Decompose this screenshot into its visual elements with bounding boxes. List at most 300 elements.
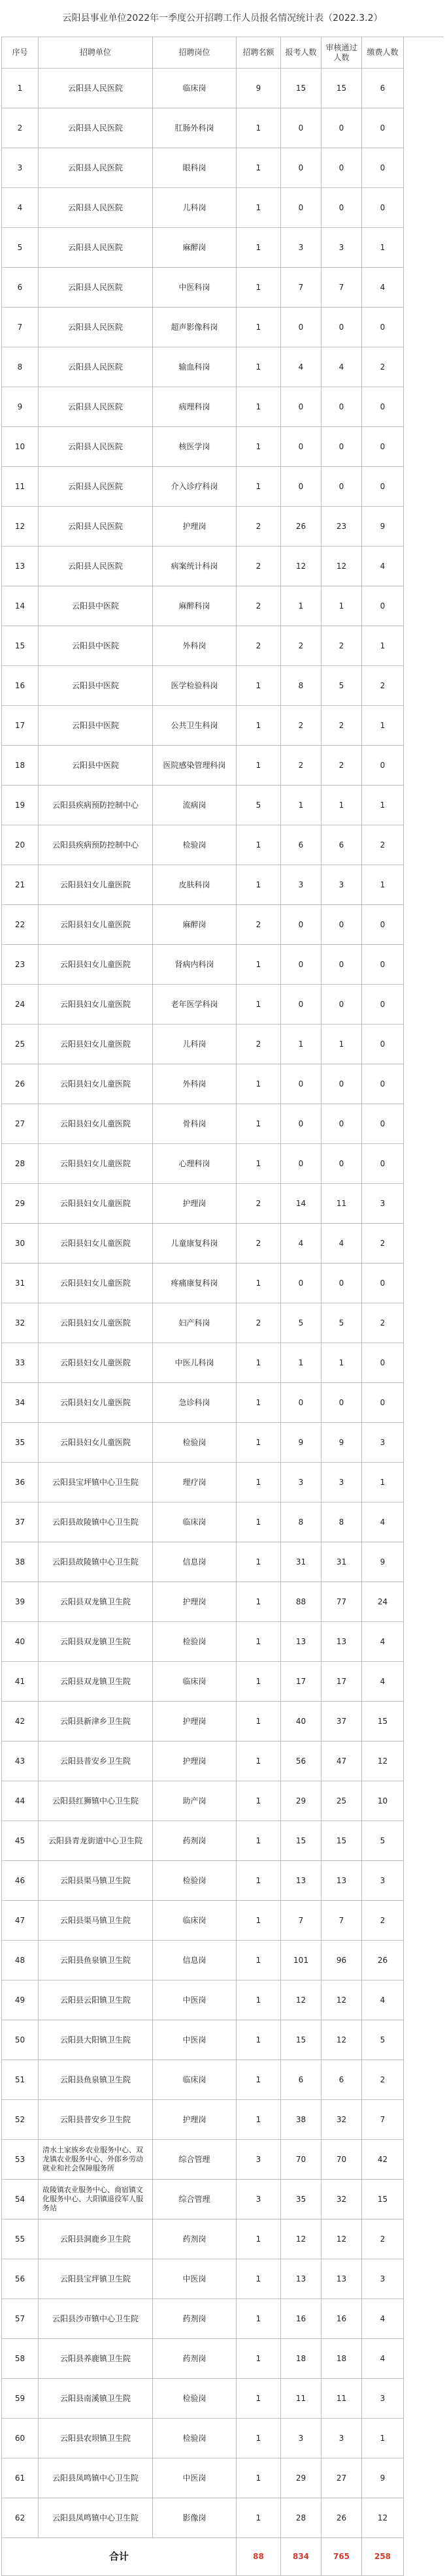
cell-approved: 3 bbox=[321, 1463, 362, 1503]
cell-unit: 云阳县人民医院 bbox=[39, 387, 153, 427]
cell-unit: 云阳县沙市镇中心卫生院 bbox=[39, 2299, 153, 2339]
cell-quota: 1 bbox=[237, 1861, 281, 1901]
cell-quota: 1 bbox=[237, 825, 281, 865]
table-row bbox=[2, 865, 444, 905]
cell-unit: 云阳县人民医院 bbox=[39, 108, 153, 148]
cell-approved: 2 bbox=[321, 626, 362, 666]
cell-unit: 云阳县中医院 bbox=[39, 666, 153, 706]
table-row bbox=[2, 1503, 444, 1542]
cell-applicants: 15 bbox=[281, 1821, 321, 1861]
cell-no: 31 bbox=[2, 1264, 39, 1303]
cell-unit: 云阳县疾病预防控制中心 bbox=[39, 825, 153, 865]
cell-applicants: 0 bbox=[281, 188, 321, 228]
cell-quota: 5 bbox=[237, 786, 281, 825]
cell-approved: 12 bbox=[321, 547, 362, 586]
cell-approved: 9 bbox=[321, 1423, 362, 1463]
cell-applicants: 0 bbox=[281, 1144, 321, 1184]
cell-paid: 2 bbox=[362, 347, 404, 387]
cell-quota: 1 bbox=[237, 308, 281, 347]
cell-no: 40 bbox=[2, 1622, 39, 1662]
cell-quota: 1 bbox=[237, 706, 281, 746]
cell-paid: 0 bbox=[362, 188, 404, 228]
header-cell-post: 招聘岗位 bbox=[153, 37, 237, 69]
cell-post: 药剂岗 bbox=[153, 1821, 237, 1861]
table-row bbox=[2, 2498, 444, 2538]
cell-quota: 2 bbox=[237, 1224, 281, 1264]
cell-post: 临床岗 bbox=[153, 1503, 237, 1542]
cell-no: 16 bbox=[2, 666, 39, 706]
cell-approved: 26 bbox=[321, 2498, 362, 2538]
cell-quota: 1 bbox=[237, 1980, 281, 2020]
cell-post: 临床岗 bbox=[153, 69, 237, 108]
cell-unit: 云阳县中医院 bbox=[39, 626, 153, 666]
cell-quota: 1 bbox=[237, 1622, 281, 1662]
cell-approved: 0 bbox=[321, 308, 362, 347]
cell-quota: 1 bbox=[237, 1941, 281, 1980]
cell-paid: 2 bbox=[362, 2219, 404, 2259]
table-header-row bbox=[2, 37, 444, 69]
cell-paid: 0 bbox=[362, 1025, 404, 1064]
cell-approved: 2 bbox=[321, 746, 362, 786]
cell-no: 21 bbox=[2, 865, 39, 905]
cell-paid: 4 bbox=[362, 1503, 404, 1542]
cell-no: 3 bbox=[2, 148, 39, 188]
cell-unit: 云阳县人民医院 bbox=[39, 427, 153, 467]
cell-paid: 0 bbox=[362, 387, 404, 427]
cell-applicants: 1 bbox=[281, 1343, 321, 1383]
cell-post: 外科岗 bbox=[153, 626, 237, 666]
cell-post: 临床岗 bbox=[153, 1901, 237, 1941]
cell-post: 中医岗 bbox=[153, 2458, 237, 2498]
cell-quota: 1 bbox=[237, 2458, 281, 2498]
cell-approved: 11 bbox=[321, 1184, 362, 1224]
cell-applicants: 0 bbox=[281, 1064, 321, 1104]
cell-paid: 4 bbox=[362, 2339, 404, 2379]
cell-approved: 0 bbox=[321, 945, 362, 985]
cell-approved: 3 bbox=[321, 2419, 362, 2458]
cell-paid: 4 bbox=[362, 1980, 404, 2020]
cell-paid: 7 bbox=[362, 2100, 404, 2140]
cell-unit: 云阳县妇女儿童医院 bbox=[39, 1104, 153, 1144]
cell-quota: 1 bbox=[237, 1662, 281, 1702]
cell-post: 中医儿科岗 bbox=[153, 1343, 237, 1383]
cell-applicants: 35 bbox=[281, 2180, 321, 2219]
table-row bbox=[2, 507, 444, 547]
cell-approved: 8 bbox=[321, 1503, 362, 1542]
table-row bbox=[2, 1622, 444, 1662]
cell-approved: 3 bbox=[321, 865, 362, 905]
cell-quota: 3 bbox=[237, 2140, 281, 2180]
cell-paid: 0 bbox=[362, 586, 404, 626]
cell-approved: 37 bbox=[321, 1702, 362, 1741]
cell-no: 26 bbox=[2, 1064, 39, 1104]
table-row bbox=[2, 1064, 444, 1104]
cell-paid: 24 bbox=[362, 1582, 404, 1622]
cell-paid: 3 bbox=[362, 1423, 404, 1463]
cell-quota: 2 bbox=[237, 626, 281, 666]
cell-post: 临床岗 bbox=[153, 2060, 237, 2100]
cell-paid: 0 bbox=[362, 1144, 404, 1184]
cell-paid: 1 bbox=[362, 2419, 404, 2458]
cell-applicants: 8 bbox=[281, 666, 321, 706]
cell-no: 23 bbox=[2, 945, 39, 985]
table-row bbox=[2, 1144, 444, 1184]
cell-post: 麻醉岗 bbox=[153, 228, 237, 268]
cell-approved: 1 bbox=[321, 586, 362, 626]
cell-quota: 1 bbox=[237, 268, 281, 308]
cell-post: 护理岗 bbox=[153, 507, 237, 547]
table-row bbox=[2, 2299, 444, 2339]
cell-quota: 2 bbox=[237, 1025, 281, 1064]
cell-no: 37 bbox=[2, 1503, 39, 1542]
cell-paid: 2 bbox=[362, 1224, 404, 1264]
cell-applicants: 0 bbox=[281, 1264, 321, 1303]
cell-applicants: 13 bbox=[281, 1861, 321, 1901]
cell-approved: 1 bbox=[321, 1025, 362, 1064]
table-row bbox=[2, 1184, 444, 1224]
cell-no: 50 bbox=[2, 2020, 39, 2060]
cell-unit: 云阳县普安乡卫生院 bbox=[39, 1741, 153, 1781]
cell-unit: 云阳县渠马镇卫生院 bbox=[39, 1861, 153, 1901]
cell-approved: 7 bbox=[321, 268, 362, 308]
cell-no: 22 bbox=[2, 905, 39, 945]
cell-approved: 5 bbox=[321, 1303, 362, 1343]
cell-paid: 1 bbox=[362, 786, 404, 825]
table-row bbox=[2, 188, 444, 228]
cell-post: 麻醉岗 bbox=[153, 905, 237, 945]
cell-post: 流病岗 bbox=[153, 786, 237, 825]
table-row bbox=[2, 2379, 444, 2419]
cell-post: 护理岗 bbox=[153, 1582, 237, 1622]
total-row bbox=[2, 2538, 444, 2576]
cell-applicants: 70 bbox=[281, 2140, 321, 2180]
cell-no: 39 bbox=[2, 1582, 39, 1622]
cell-quota: 1 bbox=[237, 387, 281, 427]
cell-post: 临床岗 bbox=[153, 1662, 237, 1702]
cell-unit: 云阳县凤鸣镇中心卫生院 bbox=[39, 2498, 153, 2538]
cell-approved: 0 bbox=[321, 1264, 362, 1303]
cell-post: 病案统计科岗 bbox=[153, 547, 237, 586]
cell-applicants: 13 bbox=[281, 2259, 321, 2299]
table-row bbox=[2, 1463, 444, 1503]
cell-unit: 云阳县双龙镇卫生院 bbox=[39, 1622, 153, 1662]
cell-post: 护理岗 bbox=[153, 1741, 237, 1781]
cell-no: 32 bbox=[2, 1303, 39, 1343]
cell-no: 27 bbox=[2, 1104, 39, 1144]
cell-post: 检验岗 bbox=[153, 1423, 237, 1463]
cell-approved: 15 bbox=[321, 69, 362, 108]
cell-paid: 9 bbox=[362, 1542, 404, 1582]
cell-approved: 3 bbox=[321, 228, 362, 268]
cell-no: 14 bbox=[2, 586, 39, 626]
cell-paid: 3 bbox=[362, 1861, 404, 1901]
cell-unit: 云阳县妇女儿童医院 bbox=[39, 1144, 153, 1184]
table-row bbox=[2, 1025, 444, 1064]
cell-unit: 云阳县故陵镇中心卫生院 bbox=[39, 1542, 153, 1582]
table-row bbox=[2, 2180, 444, 2219]
cell-unit: 云阳县红狮镇中心卫生院 bbox=[39, 1781, 153, 1821]
cell-unit: 云阳县妇女儿童医院 bbox=[39, 985, 153, 1025]
cell-applicants: 4 bbox=[281, 347, 321, 387]
cell-post: 心理科岗 bbox=[153, 1144, 237, 1184]
table-row bbox=[2, 945, 444, 985]
cell-unit: 云阳县洞鹿乡卫生院 bbox=[39, 2219, 153, 2259]
cell-no: 33 bbox=[2, 1343, 39, 1383]
cell-quota: 1 bbox=[237, 746, 281, 786]
cell-paid: 0 bbox=[362, 308, 404, 347]
cell-unit: 云阳县妇女儿童医院 bbox=[39, 1423, 153, 1463]
cell-post: 中医岗 bbox=[153, 1980, 237, 2020]
cell-paid: 2 bbox=[362, 1901, 404, 1941]
cell-approved: 77 bbox=[321, 1582, 362, 1622]
cell-quota: 1 bbox=[237, 1503, 281, 1542]
cell-applicants: 17 bbox=[281, 1662, 321, 1702]
cell-approved: 0 bbox=[321, 148, 362, 188]
cell-unit: 云阳县故陵镇中心卫生院 bbox=[39, 1503, 153, 1542]
cell-post: 皮肤科岗 bbox=[153, 865, 237, 905]
cell-applicants: 0 bbox=[281, 108, 321, 148]
cell-applicants: 0 bbox=[281, 308, 321, 347]
cell-paid: 0 bbox=[362, 1343, 404, 1383]
cell-approved: 12 bbox=[321, 2219, 362, 2259]
cell-paid: 1 bbox=[362, 706, 404, 746]
cell-no: 55 bbox=[2, 2219, 39, 2259]
cell-unit: 云阳县人民医院 bbox=[39, 467, 153, 507]
cell-paid: 2 bbox=[362, 1303, 404, 1343]
cell-unit: 云阳县中医院 bbox=[39, 586, 153, 626]
cell-post: 综合管理 bbox=[153, 2140, 237, 2180]
cell-unit: 云阳县人民医院 bbox=[39, 347, 153, 387]
cell-applicants: 6 bbox=[281, 825, 321, 865]
cell-unit: 云阳县青龙街道中心卫生院 bbox=[39, 1821, 153, 1861]
cell-approved: 15 bbox=[321, 1821, 362, 1861]
cell-post: 中医科岗 bbox=[153, 268, 237, 308]
cell-no: 49 bbox=[2, 1980, 39, 2020]
cell-no: 11 bbox=[2, 467, 39, 507]
table-row bbox=[2, 1343, 444, 1383]
cell-applicants: 14 bbox=[281, 1184, 321, 1224]
cell-approved: 1 bbox=[321, 786, 362, 825]
cell-post: 检验岗 bbox=[153, 2379, 237, 2419]
cell-applicants: 31 bbox=[281, 1542, 321, 1582]
cell-post: 药剂岗 bbox=[153, 2339, 237, 2379]
table-row bbox=[2, 586, 444, 626]
cell-approved: 0 bbox=[321, 1064, 362, 1104]
cell-post: 超声影像科岗 bbox=[153, 308, 237, 347]
cell-unit: 云阳县妇女儿童医院 bbox=[39, 865, 153, 905]
cell-post: 肾病内科岗 bbox=[153, 945, 237, 985]
cell-unit: 云阳县凤鸣镇中心卫生院 bbox=[39, 2458, 153, 2498]
cell-no: 38 bbox=[2, 1542, 39, 1582]
table-row bbox=[2, 108, 444, 148]
cell-no: 28 bbox=[2, 1144, 39, 1184]
cell-quota: 2 bbox=[237, 547, 281, 586]
cell-unit: 云阳县人民医院 bbox=[39, 547, 153, 586]
header-cell-approved: 审核通过人数 bbox=[321, 37, 362, 69]
cell-applicants: 15 bbox=[281, 2020, 321, 2060]
cell-approved: 27 bbox=[321, 2458, 362, 2498]
cell-paid: 0 bbox=[362, 148, 404, 188]
cell-unit: 云阳县人民医院 bbox=[39, 308, 153, 347]
cell-approved: 31 bbox=[321, 1542, 362, 1582]
cell-quota: 1 bbox=[237, 1741, 281, 1781]
cell-approved: 0 bbox=[321, 387, 362, 427]
cell-applicants: 29 bbox=[281, 1781, 321, 1821]
cell-quota: 1 bbox=[237, 1781, 281, 1821]
cell-paid: 4 bbox=[362, 268, 404, 308]
cell-unit: 云阳县人民医院 bbox=[39, 69, 153, 108]
cell-unit: 云阳县云阳镇卫生院 bbox=[39, 1980, 153, 2020]
cell-no: 8 bbox=[2, 347, 39, 387]
cell-paid: 12 bbox=[362, 1741, 404, 1781]
cell-applicants: 0 bbox=[281, 387, 321, 427]
cell-post: 医学检验科岗 bbox=[153, 666, 237, 706]
cell-post: 骨科岗 bbox=[153, 1104, 237, 1144]
cell-no: 45 bbox=[2, 1821, 39, 1861]
cell-approved: 32 bbox=[321, 2100, 362, 2140]
cell-applicants: 1 bbox=[281, 1025, 321, 1064]
cell-no: 44 bbox=[2, 1781, 39, 1821]
cell-unit: 云阳县妇女儿童医院 bbox=[39, 1343, 153, 1383]
cell-quota: 1 bbox=[237, 1064, 281, 1104]
table-row bbox=[2, 1901, 444, 1941]
cell-no: 6 bbox=[2, 268, 39, 308]
cell-unit: 云阳县鱼泉镇卫生院 bbox=[39, 2060, 153, 2100]
table-row bbox=[2, 706, 444, 746]
cell-quota: 1 bbox=[237, 1702, 281, 1741]
table-row bbox=[2, 1980, 444, 2020]
table-row bbox=[2, 1781, 444, 1821]
table-row bbox=[2, 1383, 444, 1423]
cell-unit: 云阳县妇女儿童医院 bbox=[39, 1025, 153, 1064]
table-row bbox=[2, 2259, 444, 2299]
cell-no: 47 bbox=[2, 1901, 39, 1941]
cell-no: 5 bbox=[2, 228, 39, 268]
cell-quota: 1 bbox=[237, 108, 281, 148]
cell-approved: 47 bbox=[321, 1741, 362, 1781]
header-cell-quota: 招聘名额 bbox=[237, 37, 281, 69]
cell-no: 9 bbox=[2, 387, 39, 427]
cell-applicants: 0 bbox=[281, 1104, 321, 1144]
cell-quota: 1 bbox=[237, 2379, 281, 2419]
total-applicants: 834 bbox=[281, 2538, 321, 2576]
table-row bbox=[2, 2060, 444, 2100]
cell-applicants: 88 bbox=[281, 1582, 321, 1622]
table-row bbox=[2, 626, 444, 666]
table-row bbox=[2, 427, 444, 467]
cell-no: 13 bbox=[2, 547, 39, 586]
cell-applicants: 1 bbox=[281, 786, 321, 825]
cell-unit: 清水土家族乡农业服务中心、双龙镇农业服务中心、外郎乡劳动就业和社会保障服务所 bbox=[39, 2140, 153, 2180]
table-row bbox=[2, 786, 444, 825]
cell-applicants: 28 bbox=[281, 2498, 321, 2538]
table-row bbox=[2, 825, 444, 865]
cell-quota: 1 bbox=[237, 2419, 281, 2458]
cell-post: 理疗岗 bbox=[153, 1463, 237, 1503]
cell-no: 59 bbox=[2, 2379, 39, 2419]
cell-unit: 云阳县妇女儿童医院 bbox=[39, 945, 153, 985]
cell-paid: 0 bbox=[362, 945, 404, 985]
cell-no: 2 bbox=[2, 108, 39, 148]
cell-no: 58 bbox=[2, 2339, 39, 2379]
cell-paid: 0 bbox=[362, 467, 404, 507]
cell-post: 综合管理 bbox=[153, 2180, 237, 2219]
cell-applicants: 2 bbox=[281, 746, 321, 786]
cell-unit: 云阳县中医院 bbox=[39, 746, 153, 786]
cell-quota: 1 bbox=[237, 666, 281, 706]
header-cell-applicants: 报考人数 bbox=[281, 37, 321, 69]
cell-paid: 0 bbox=[362, 985, 404, 1025]
cell-applicants: 0 bbox=[281, 905, 321, 945]
cell-quota: 2 bbox=[237, 905, 281, 945]
cell-applicants: 40 bbox=[281, 1702, 321, 1741]
cell-paid: 1 bbox=[362, 228, 404, 268]
cell-unit: 云阳县宝坪镇卫生院 bbox=[39, 2259, 153, 2299]
cell-applicants: 3 bbox=[281, 1463, 321, 1503]
header-cell-no: 序号 bbox=[2, 37, 39, 69]
cell-unit: 云阳县普安乡卫生院 bbox=[39, 2100, 153, 2140]
cell-paid: 5 bbox=[362, 2020, 404, 2060]
cell-applicants: 38 bbox=[281, 2100, 321, 2140]
cell-approved: 12 bbox=[321, 2020, 362, 2060]
cell-post: 外科岗 bbox=[153, 1064, 237, 1104]
cell-paid: 0 bbox=[362, 427, 404, 467]
cell-unit: 云阳县人民医院 bbox=[39, 188, 153, 228]
cell-post: 药剂岗 bbox=[153, 2299, 237, 2339]
cell-applicants: 0 bbox=[281, 985, 321, 1025]
cell-approved: 70 bbox=[321, 2140, 362, 2180]
table-row bbox=[2, 228, 444, 268]
cell-quota: 1 bbox=[237, 347, 281, 387]
table-row bbox=[2, 347, 444, 387]
cell-no: 4 bbox=[2, 188, 39, 228]
cell-no: 19 bbox=[2, 786, 39, 825]
cell-no: 61 bbox=[2, 2458, 39, 2498]
table-row bbox=[2, 2100, 444, 2140]
cell-quota: 1 bbox=[237, 2219, 281, 2259]
cell-paid: 4 bbox=[362, 547, 404, 586]
cell-applicants: 8 bbox=[281, 1503, 321, 1542]
cell-quota: 1 bbox=[237, 2020, 281, 2060]
cell-no: 60 bbox=[2, 2419, 39, 2458]
cell-unit: 云阳县双龙镇卫生院 bbox=[39, 1662, 153, 1702]
cell-approved: 1 bbox=[321, 1343, 362, 1383]
table-row bbox=[2, 69, 444, 108]
cell-quota: 1 bbox=[237, 188, 281, 228]
cell-approved: 13 bbox=[321, 2259, 362, 2299]
cell-no: 57 bbox=[2, 2299, 39, 2339]
cell-post: 核医学岗 bbox=[153, 427, 237, 467]
cell-applicants: 3 bbox=[281, 228, 321, 268]
registration-table bbox=[1, 37, 444, 2576]
cell-quota: 1 bbox=[237, 228, 281, 268]
cell-paid: 5 bbox=[362, 1821, 404, 1861]
cell-post: 影像岗 bbox=[153, 2498, 237, 2538]
cell-quota: 1 bbox=[237, 1901, 281, 1941]
cell-approved: 0 bbox=[321, 467, 362, 507]
cell-applicants: 18 bbox=[281, 2339, 321, 2379]
cell-approved: 16 bbox=[321, 2299, 362, 2339]
cell-post: 信息岗 bbox=[153, 1941, 237, 1980]
cell-quota: 2 bbox=[237, 507, 281, 547]
cell-paid: 9 bbox=[362, 507, 404, 547]
table-row bbox=[2, 1264, 444, 1303]
cell-no: 18 bbox=[2, 746, 39, 786]
cell-unit: 云阳县妇女儿童医院 bbox=[39, 1303, 153, 1343]
cell-applicants: 3 bbox=[281, 2419, 321, 2458]
cell-paid: 4 bbox=[362, 1662, 404, 1702]
cell-unit: 云阳县大阳镇卫生院 bbox=[39, 2020, 153, 2060]
